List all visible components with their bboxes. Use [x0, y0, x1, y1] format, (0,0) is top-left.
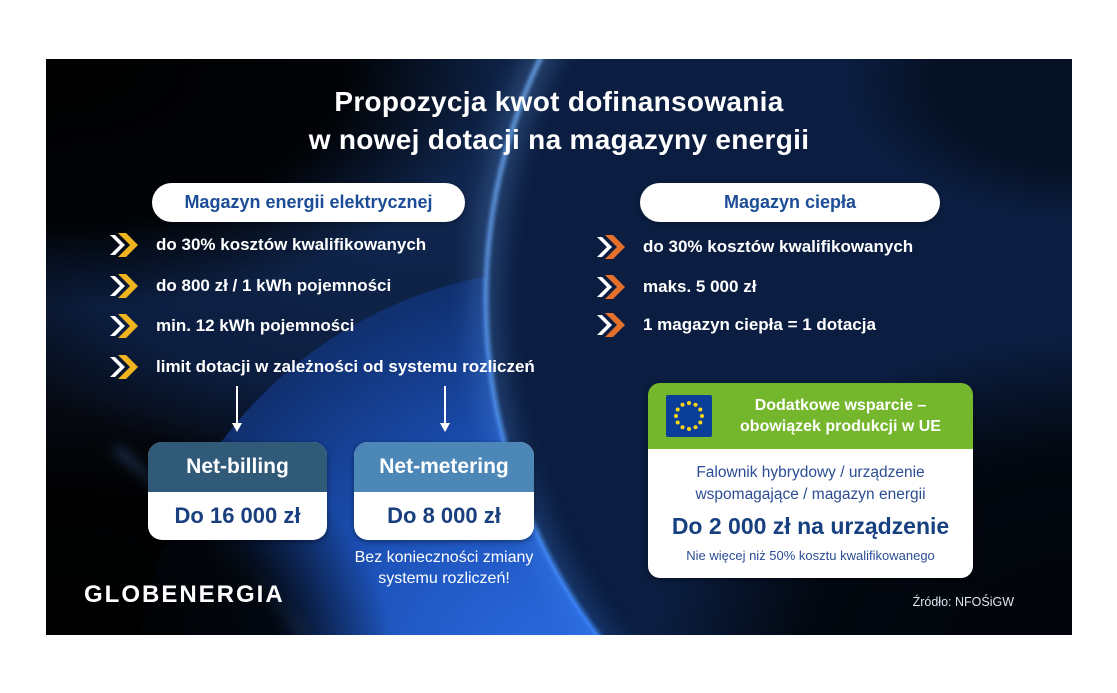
electric-bullet-label: do 800 zł / 1 kWh pojemności: [156, 276, 392, 295]
heat-bullet-row: [597, 273, 756, 301]
eu-support-fine-print: Nie więcej niż 50% kosztu kwalifikowanego: [686, 548, 935, 563]
double-chevron-right-icon: [597, 235, 627, 259]
double-chevron-right-icon: [597, 313, 627, 337]
eu-support-devices: [656, 462, 965, 506]
double-chevron-right-icon: [110, 355, 140, 379]
section-header-heat-storage: [640, 183, 940, 222]
eu-support-header-line2: obowiązek produkcji w UE: [740, 418, 941, 435]
heat-bullet-label: 1 magazyn ciepła = 1 dotacja: [643, 315, 876, 334]
page-title-line1: Propozycja kwot dofinansowania: [334, 86, 784, 117]
net-billing-title: Net-billing: [148, 442, 327, 492]
eu-support-header-line1: Dodatkowe wsparcie –: [754, 397, 927, 414]
eu-support-header: [648, 383, 973, 449]
double-chevron-right-icon: [110, 233, 140, 257]
eu-support-devices-line2: wspomagające / magazyn energii: [695, 486, 926, 503]
net-metering-card: [354, 442, 534, 540]
source-credit: Źródło: NFOŚiGW: [912, 595, 1014, 609]
net-billing-card: [148, 442, 327, 540]
heat-bullet-row: [597, 233, 913, 261]
net-metering-note: [329, 547, 559, 589]
net-metering-note-line2: systemu rozliczeń!: [378, 570, 510, 587]
section-header-electric-storage-label: Magazyn energii elektrycznej: [184, 192, 433, 212]
arrow-down-icon: [444, 386, 446, 424]
electric-bullet-row: [110, 272, 391, 300]
eu-support-box: [648, 383, 973, 578]
net-metering-title: Net-metering: [354, 442, 534, 492]
electric-bullet-row: [110, 312, 354, 340]
electric-bullet-label: limit dotacji w zależności od systemu rozliczeń: [156, 357, 535, 376]
electric-bullet-row: [110, 353, 535, 381]
electric-bullet-label: min. 12 kWh pojemności: [156, 316, 355, 335]
heat-bullet-label: do 30% kosztów kwalifikowanych: [643, 237, 914, 256]
electric-bullet-label: do 30% kosztów kwalifikowanych: [156, 235, 427, 254]
infographic-card: [46, 59, 1072, 635]
double-chevron-right-icon: [110, 274, 140, 298]
net-metering-note-line1: Bez konieczności zmiany: [354, 549, 534, 566]
heat-bullet-row: [597, 311, 876, 339]
section-header-electric-storage: [152, 183, 465, 222]
globenergia-logo: GLOBENERGIA: [84, 581, 285, 608]
page-title: [46, 83, 1072, 159]
section-header-heat-storage-label: Magazyn ciepła: [723, 192, 857, 212]
arrow-down-icon: [236, 386, 238, 424]
page-title-line2: w nowej dotacji na magazyny energii: [308, 124, 810, 155]
eu-flag-icon: [666, 395, 712, 437]
eu-support-header-text: [724, 395, 957, 437]
heat-bullet-label: maks. 5 000 zł: [643, 277, 757, 296]
eu-support-body: [648, 449, 973, 578]
net-billing-amount: Do 16 000 zł: [174, 503, 301, 528]
net-metering-amount: Do 8 000 zł: [387, 503, 501, 528]
electric-bullet-row: [110, 231, 426, 259]
double-chevron-right-icon: [597, 275, 627, 299]
eu-support-devices-line1: Falownik hybrydowy / urządzenie: [696, 464, 925, 481]
eu-support-amount: Do 2 000 zł na urządzenie: [671, 513, 950, 539]
double-chevron-right-icon: [110, 314, 140, 338]
